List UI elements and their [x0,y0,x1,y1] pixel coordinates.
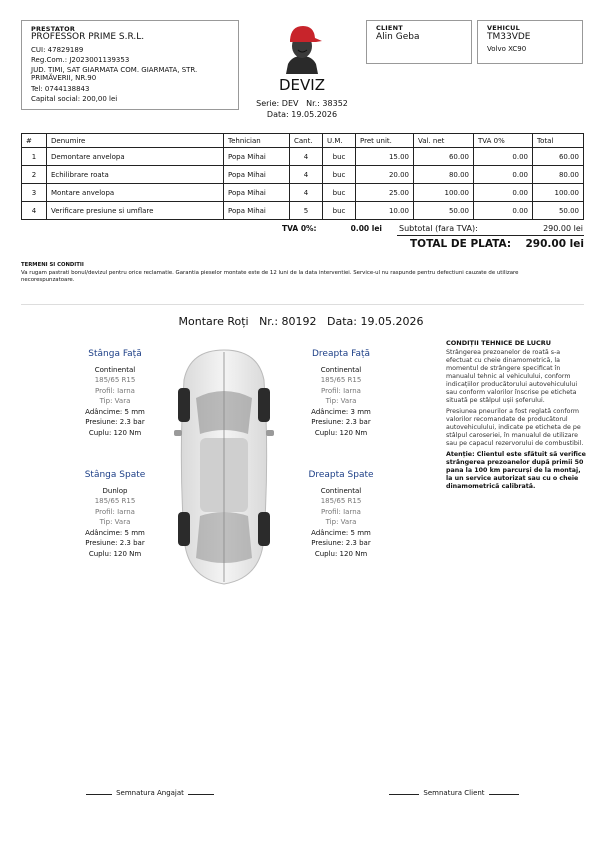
col-unit-header: U.M. [323,134,356,148]
wheel-size: 185/65 R15 [320,497,362,505]
doc-series: Serie: DEV Nr.: 38352 [256,99,348,108]
subtotal-label: Subtotal (fara TVA): [399,224,478,233]
row-net: 100.00 [414,184,474,202]
wheel-rear-left [60,470,170,559]
total-value: 290.00 lei [525,238,584,250]
subtotal-value: 290.00 lei [543,224,583,233]
vat-label: TVA 0%: [282,224,317,233]
terms-text: Va rugam pastrati bonul/devizul pentru orice reclamatie. Garantia pieselor montate este de 12 luni de la data interventiei. Service-ul nu raspunde pentru defectiuni cauzate de utilizare necorespunzatoare. [21,270,519,283]
row-unit: buc [323,202,356,220]
wheel-size: 185/65 R15 [320,376,362,384]
wheel-pressure: Presiune: 2.3 bar [311,539,371,547]
row-vat: 0.00 [474,184,533,202]
row-qty: 5 [290,202,323,220]
row-number: 4 [22,202,47,220]
row-name: Montare anvelopa [47,184,224,202]
row-technician: Popa Mihai [224,202,290,220]
provider-capital: Capital social: 200,00 lei [31,95,118,103]
row-total: 80.00 [533,166,584,184]
wheel-type: Tip: Vara [99,397,131,405]
col-total-header: Total [533,134,584,148]
row-unit: buc [323,148,356,166]
wheel-pressure: Presiune: 2.3 bar [85,539,145,547]
row-qty: 4 [290,184,323,202]
table-header-row [22,134,584,148]
wheel-type: Tip: Vara [99,518,131,526]
row-unit: buc [323,184,356,202]
wheel-title: Stânga Față [88,349,142,359]
row-number: 1 [22,148,47,166]
doc-title: DEVIZ [279,76,325,94]
signature-line-client-right [489,794,519,795]
wheel-title: Dreapta Spate [308,470,374,480]
row-unit: buc [323,166,356,184]
row-net: 60.00 [414,148,474,166]
row-qty: 4 [290,166,323,184]
signature-line-client-left [389,794,419,795]
wheel-profile: Profil: Iarna [95,386,135,395]
provider-heading: PRESTATOR [31,25,76,33]
row-total: 100.00 [533,184,584,202]
wheel-brand: Continental [320,365,362,374]
client-heading: CLIENT [376,24,403,32]
provider-name: PROFESSOR PRIME S.R.L. [31,32,145,42]
total-label: TOTAL DE PLATA: [410,238,512,250]
conditions-paragraph-2: Presiunea pneurilor a fost reglată conform valorilor recomandate de producătorul autovehiculului, indicate pe eticheta de pe stâlpul caroseriei, în manualul de utilizare sau pe capacul rezervorului de combustibil. [446,408,584,447]
totals-divider [397,235,584,236]
items-table [21,133,584,220]
row-vat: 0.00 [474,148,533,166]
table-row [22,202,584,220]
wheel-rear-right [286,470,396,559]
table-row [22,148,584,166]
row-unit-price: 15.00 [356,148,414,166]
car-top-view-icon [166,346,282,588]
conditions-panel [446,339,586,491]
provider-phone: Tel: 0744138843 [31,85,90,93]
vat-value: 0.00 lei [350,224,382,233]
row-technician: Popa Mihai [224,148,290,166]
wheel-profile: Profil: Iarna [321,386,361,395]
wheel-front-right [286,349,396,438]
col-unit-price-header: Pret unit. [356,134,414,148]
wheel-depth: Adâncime: 5 mm [311,528,371,537]
wheel-pressure: Presiune: 2.3 bar [85,418,145,426]
row-number: 3 [22,184,47,202]
provider-address-line1: JUD. TIMI, SAT GIARMATA COM. GIARMATA, STR. [31,66,198,74]
row-name: Verificare presiune si umflare [47,202,224,220]
table-row [22,184,584,202]
wheel-type: Tip: Vara [325,518,357,526]
signature-line-employee-left [86,794,112,795]
provider-address-line2: PRIMĂVERII, NR.90 [31,74,97,82]
col-qty-header: Cant. [290,134,323,148]
wheel-brand: Continental [320,486,362,495]
doc-date: Data: 19.05.2026 [266,110,338,119]
terms-heading: TERMENI SI CONDITII [21,262,84,268]
col-number-header: # [22,134,47,148]
row-vat: 0.00 [474,202,533,220]
col-vat-header: TVA 0% [474,134,533,148]
row-name: Echilibrare roata [47,166,224,184]
row-unit-price: 25.00 [356,184,414,202]
wheel-pressure: Presiune: 2.3 bar [311,418,371,426]
signature-employee-label: Semnatura Angajat [116,789,184,797]
wheel-depth: Adâncime: 3 mm [311,407,371,416]
signature-client-label: Semnatura Client [423,789,485,797]
row-total: 50.00 [533,202,584,220]
wheel-depth: Adâncime: 5 mm [85,407,145,416]
row-qty: 4 [290,148,323,166]
row-name: Demontare anvelopa [47,148,224,166]
wheel-brand: Continental [94,365,136,374]
section-divider [21,304,584,305]
row-technician: Popa Mihai [224,166,290,184]
row-technician: Popa Mihai [224,184,290,202]
col-net-header: Val. net [414,134,474,148]
provider-reg: Reg.Com.: J2023001139353 [31,56,130,64]
table-row [22,166,584,184]
wheel-torque: Cuplu: 120 Nm [88,549,142,558]
provider-cui: CUI: 47829189 [31,46,84,54]
row-unit-price: 20.00 [356,166,414,184]
conditions-paragraph-1: Strângerea prezoanelor de roată s-a efectuat cu cheie dinamometrică, la momentul de strângere specificat în manualul tehnic al vehiculului, conform indicațiilor producătorului autovehiculului sau conform valorilor înscrise pe eticheta situată pe stâlpul ușii șoferului. [446,349,578,404]
vehicle-plate: TM33VDE [487,32,531,42]
vehicle-model: Volvo XC90 [487,45,527,53]
wheel-torque: Cuplu: 120 Nm [314,549,368,558]
wheel-torque: Cuplu: 120 Nm [314,428,368,437]
mounting-title: Montare Roți Nr.: 80192 Data: 19.05.2026 [178,315,424,328]
logo-icon [278,20,326,76]
row-vat: 0.00 [474,166,533,184]
wheel-size: 185/65 R15 [94,376,136,384]
wheel-type: Tip: Vara [325,397,357,405]
wheel-size: 185/65 R15 [94,497,136,505]
row-unit-price: 10.00 [356,202,414,220]
client-name: Alin Geba [376,32,420,42]
wheel-title: Stânga Spate [84,470,146,480]
row-number: 2 [22,166,47,184]
wheel-profile: Profil: Iarna [95,507,135,516]
conditions-paragraph-3: Atenție: Clientul este sfătuit să verifice strângerea prezoanelor după primii 50 pana la 100 km parcurși de la montaj, la un service autorizat sau cu o cheie dinamometrică calibrată. [446,451,586,490]
wheel-profile: Profil: Iarna [321,507,361,516]
wheel-depth: Adâncime: 5 mm [85,528,145,537]
wheel-torque: Cuplu: 120 Nm [88,428,142,437]
conditions-heading: CONDIȚII TEHNICE DE LUCRU [446,339,552,347]
row-total: 60.00 [533,148,584,166]
wheel-brand: Dunlop [102,486,128,495]
wheel-title: Dreapta Față [311,349,370,359]
wheel-front-left [60,349,170,438]
row-net: 80.00 [414,166,474,184]
vehicle-heading: VEHICUL [487,24,520,32]
col-name-header: Denumire [47,134,224,148]
signature-line-employee-right [188,794,214,795]
row-net: 50.00 [414,202,474,220]
col-technician-header: Tehnician [224,134,290,148]
